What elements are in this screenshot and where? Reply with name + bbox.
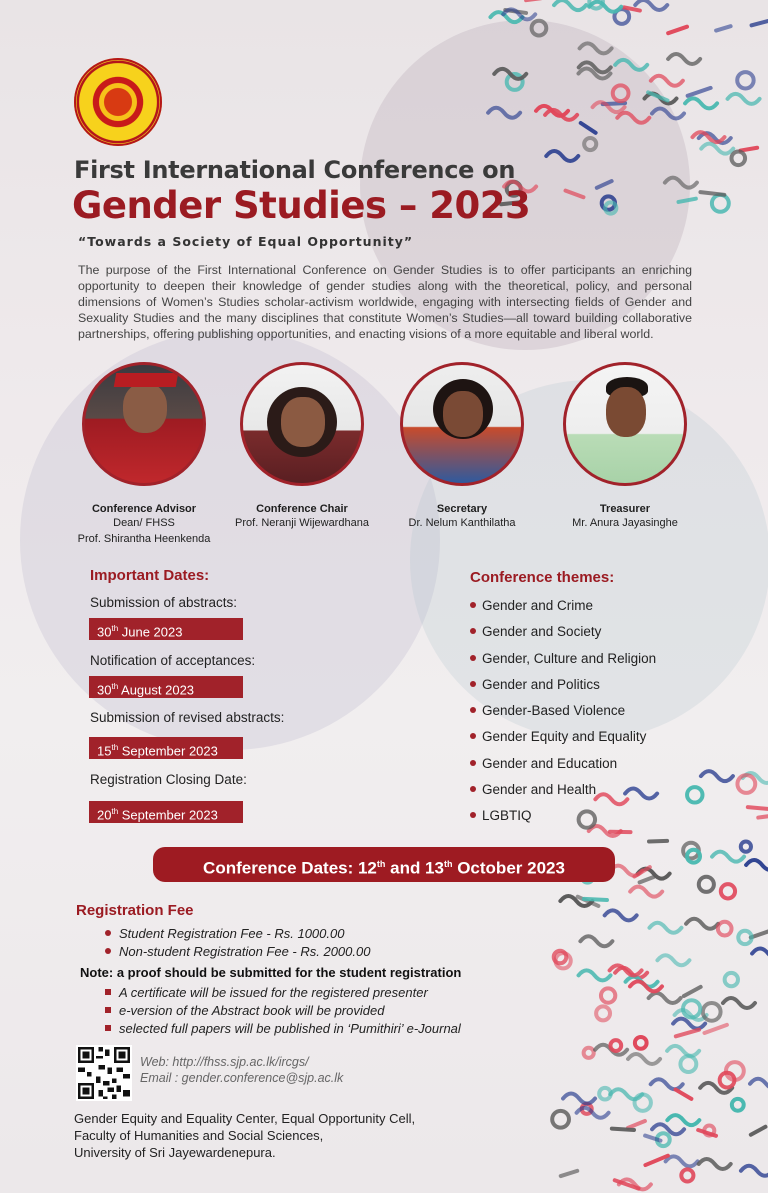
squiggle-stroke	[581, 123, 596, 133]
date-value: 20th September 2023	[89, 801, 243, 823]
squiggle-stroke	[601, 988, 615, 1002]
squiggle-stroke	[699, 877, 714, 892]
squiggle-stroke	[699, 1159, 731, 1169]
squiggle-stroke	[667, 1115, 699, 1125]
squiggle-stroke	[712, 852, 744, 862]
squiggle-stroke	[657, 955, 689, 965]
squiggle-stroke	[703, 1003, 721, 1021]
squiggle-stroke	[712, 195, 729, 212]
squiggle-stroke	[700, 192, 724, 195]
squiggle-stroke	[599, 1088, 611, 1100]
intro-paragraph: The purpose of the First International Conference on Gender Studies is to offer participants an enriching opportunity to deepen their knowledge of gender studies along with the theoretical, policy, and personal dimensions of Women’s Studies scholar-activism worldwide, engaging with intersecting fields of Gender and Sexuality Studies and the many disciplines that constitute Women’s Studies—all toward building collaborative partnerships, offering publishing opportunities, and enacting visions of a more equitable and liberal world.	[78, 263, 692, 341]
squiggle-stroke	[737, 775, 755, 793]
chair-photo	[240, 362, 364, 486]
bullet-icon	[470, 655, 476, 661]
squiggle-stroke	[746, 860, 768, 870]
fee-item: Non-student Registration Fee - Rs. 2000.00	[105, 944, 370, 959]
squiggle-stroke	[750, 1079, 768, 1089]
squiggle-stroke	[752, 949, 768, 959]
theme-item: Gender and Politics	[470, 677, 656, 703]
squiggle-stroke	[635, 1037, 647, 1049]
squiggle-stroke	[681, 1169, 693, 1181]
date-label: Notification of acceptances:	[90, 653, 256, 668]
squiggle-stroke	[752, 19, 768, 25]
squiggle-stroke	[701, 771, 733, 781]
bullet-icon	[470, 707, 476, 713]
university-emblem-icon	[74, 58, 162, 146]
title-line-2: Gender Studies – 2023	[72, 184, 531, 227]
fee-item: Student Registration Fee - Rs. 1000.00	[105, 926, 344, 941]
squiggle-stroke	[566, 191, 584, 198]
bullet-icon	[105, 1007, 111, 1013]
bullet-icon	[470, 812, 476, 818]
benefit-item: selected full papers will be published in ‘Pumithiri’ e-Journal	[105, 1021, 461, 1036]
themes-list	[470, 598, 656, 835]
person-secretary	[382, 362, 542, 531]
squiggle-stroke	[666, 1156, 698, 1166]
footer-line: University of Sri Jayewardenepura.	[74, 1145, 276, 1160]
squiggle-stroke	[731, 152, 745, 166]
theme-item: Gender and Crime	[470, 598, 656, 624]
date-value: 30th June 2023	[89, 618, 243, 640]
squiggle-stroke	[649, 923, 681, 933]
themes-heading: Conference themes:	[470, 569, 615, 586]
squiggle-stroke	[580, 43, 612, 53]
squiggle-stroke	[596, 1006, 610, 1020]
squiggle-stroke	[554, 0, 586, 10]
squiggle-stroke	[723, 998, 755, 1008]
person-name: Dr. Nelum Kanthilatha	[408, 517, 516, 529]
squiggle-stroke	[536, 106, 568, 116]
benefit-item: A certificate will be issued for the registered presenter	[105, 985, 428, 1000]
qr-code-icon	[76, 1045, 132, 1101]
theme-item: Gender and Society	[470, 624, 656, 650]
bullet-icon	[470, 628, 476, 634]
bullet-icon	[470, 733, 476, 739]
student-note: Note: a proof should be submitted for the student registration	[80, 965, 462, 980]
bullet-icon	[105, 948, 111, 954]
squiggle-stroke	[688, 88, 711, 96]
date-label: Submission of revised abstracts:	[90, 710, 285, 725]
footer-address	[74, 1110, 415, 1161]
squiggle-stroke	[684, 987, 701, 996]
person-name: Mr. Anura Jayasinghe	[572, 517, 678, 529]
squiggle-stroke	[748, 807, 768, 809]
squiggle-stroke	[676, 1030, 699, 1037]
role-label: Conference Advisor	[91, 503, 197, 515]
person-title: Dean/ FHSS	[113, 517, 175, 529]
squiggle-stroke	[685, 98, 717, 108]
website-link[interactable]: Web: http://fhss.sjp.ac.lk/ircgs/	[140, 1055, 309, 1069]
squiggle-stroke	[630, 887, 662, 897]
squiggle-stroke	[687, 787, 702, 802]
squiggle-stroke	[605, 910, 637, 920]
bullet-icon	[470, 602, 476, 608]
advisor-photo	[82, 362, 206, 486]
registration-fee-heading: Registration Fee	[76, 902, 194, 919]
role-label: Secretary	[436, 503, 488, 515]
squiggle-stroke	[563, 1094, 595, 1104]
role-label: Treasurer	[599, 503, 651, 515]
squiggle-stroke	[651, 76, 683, 86]
squiggle-stroke	[725, 973, 738, 986]
benefit-item: e-version of the Abstract book will be provided	[105, 1003, 384, 1018]
theme-item: Gender Equity and Equality	[470, 729, 656, 755]
squiggle-stroke	[579, 970, 611, 980]
squiggle-stroke	[668, 27, 687, 33]
date-label: Submission of abstracts:	[90, 595, 238, 610]
squiggle-stroke	[740, 148, 757, 151]
squiggle-stroke	[667, 1046, 699, 1056]
role-label: Conference Chair	[256, 503, 348, 515]
squiggle-stroke	[546, 151, 578, 161]
person-treasurer	[545, 362, 705, 531]
squiggle-stroke	[721, 884, 735, 898]
squiggle-stroke	[701, 144, 733, 154]
bullet-icon	[470, 760, 476, 766]
theme-item: Gender and Education	[470, 756, 656, 782]
squiggle-stroke	[615, 60, 647, 70]
squiggle-stroke	[718, 922, 732, 936]
squiggle-stroke	[758, 815, 768, 817]
squiggle-stroke	[552, 1111, 569, 1128]
bullet-icon	[470, 786, 476, 792]
squiggle-stroke	[561, 1171, 577, 1176]
squiggle-stroke	[613, 85, 629, 101]
date-value: 30th August 2023	[89, 676, 243, 698]
bullet-icon	[105, 1025, 111, 1031]
person-advisor	[64, 362, 224, 547]
treasurer-photo	[563, 362, 687, 486]
bullet-icon	[470, 681, 476, 687]
squiggle-stroke	[676, 1090, 692, 1099]
squiggle-stroke	[532, 21, 547, 36]
important-dates-heading: Important Dates:	[90, 567, 210, 584]
squiggle-stroke	[728, 94, 760, 104]
squiggle-stroke	[649, 841, 667, 842]
secretary-photo	[400, 362, 524, 486]
footer-line: Gender Equity and Equality Center, Equal Opportunity Cell,	[74, 1111, 416, 1126]
squiggle-stroke	[686, 919, 718, 929]
date-label: Registration Closing Date:	[90, 772, 247, 787]
squiggle-stroke	[488, 108, 520, 118]
squiggle-stroke	[635, 1094, 651, 1110]
squiggle-stroke	[628, 1121, 645, 1128]
squiggle-stroke	[640, 877, 654, 882]
bullet-icon	[105, 989, 111, 995]
squiggle-stroke	[679, 199, 696, 202]
squiggle-stroke	[716, 26, 731, 30]
person-chair	[222, 362, 382, 531]
squiggle-stroke	[668, 54, 700, 64]
squiggle-stroke	[649, 993, 681, 1003]
squiggle-stroke	[617, 113, 649, 123]
squiggle-stroke	[751, 1127, 766, 1135]
tagline: “Towards a Society of Equal Opportunity”	[78, 234, 414, 249]
squiggle-stroke	[741, 1166, 768, 1176]
squiggle-stroke	[612, 1129, 634, 1130]
squiggle-stroke	[584, 138, 596, 150]
theme-item: Gender-Based Violence	[470, 703, 656, 729]
squiggle-stroke	[665, 178, 697, 188]
date-value: 15th September 2023	[89, 737, 243, 759]
person-name: Prof. Shirantha Heenkenda	[77, 533, 211, 545]
theme-item: Gender, Culture and Religion	[470, 651, 656, 677]
footer-line: Faculty of Humanities and Social Sciences,	[74, 1128, 324, 1143]
bullet-icon	[105, 930, 111, 936]
conference-dates-banner: Conference Dates: 12th and 13th October 2023	[153, 847, 615, 882]
person-name: Prof. Neranji Wijewardhana	[235, 517, 369, 529]
email-link[interactable]: Email : gender.conference@sjp.ac.lk	[140, 1071, 344, 1085]
squiggle-stroke	[597, 181, 612, 188]
squiggle-stroke	[737, 72, 753, 88]
squiggle-stroke	[651, 1079, 683, 1089]
squiggle-stroke	[584, 1048, 594, 1058]
squiggle-stroke	[628, 1054, 660, 1064]
squiggle-stroke	[704, 1025, 726, 1033]
squiggle-stroke	[584, 899, 607, 900]
squiggle-stroke	[732, 1099, 744, 1111]
theme-item: Gender and Health	[470, 782, 656, 808]
squiggle-stroke	[741, 842, 751, 852]
squiggle-stroke	[610, 1040, 621, 1051]
squiggle-stroke	[680, 1056, 696, 1072]
title-line-1: First International Conference on	[74, 156, 516, 184]
theme-item: LGBTIQ	[470, 808, 656, 834]
squiggle-stroke	[580, 936, 612, 946]
squiggle-stroke	[704, 1126, 714, 1136]
squiggle-stroke	[652, 108, 684, 118]
